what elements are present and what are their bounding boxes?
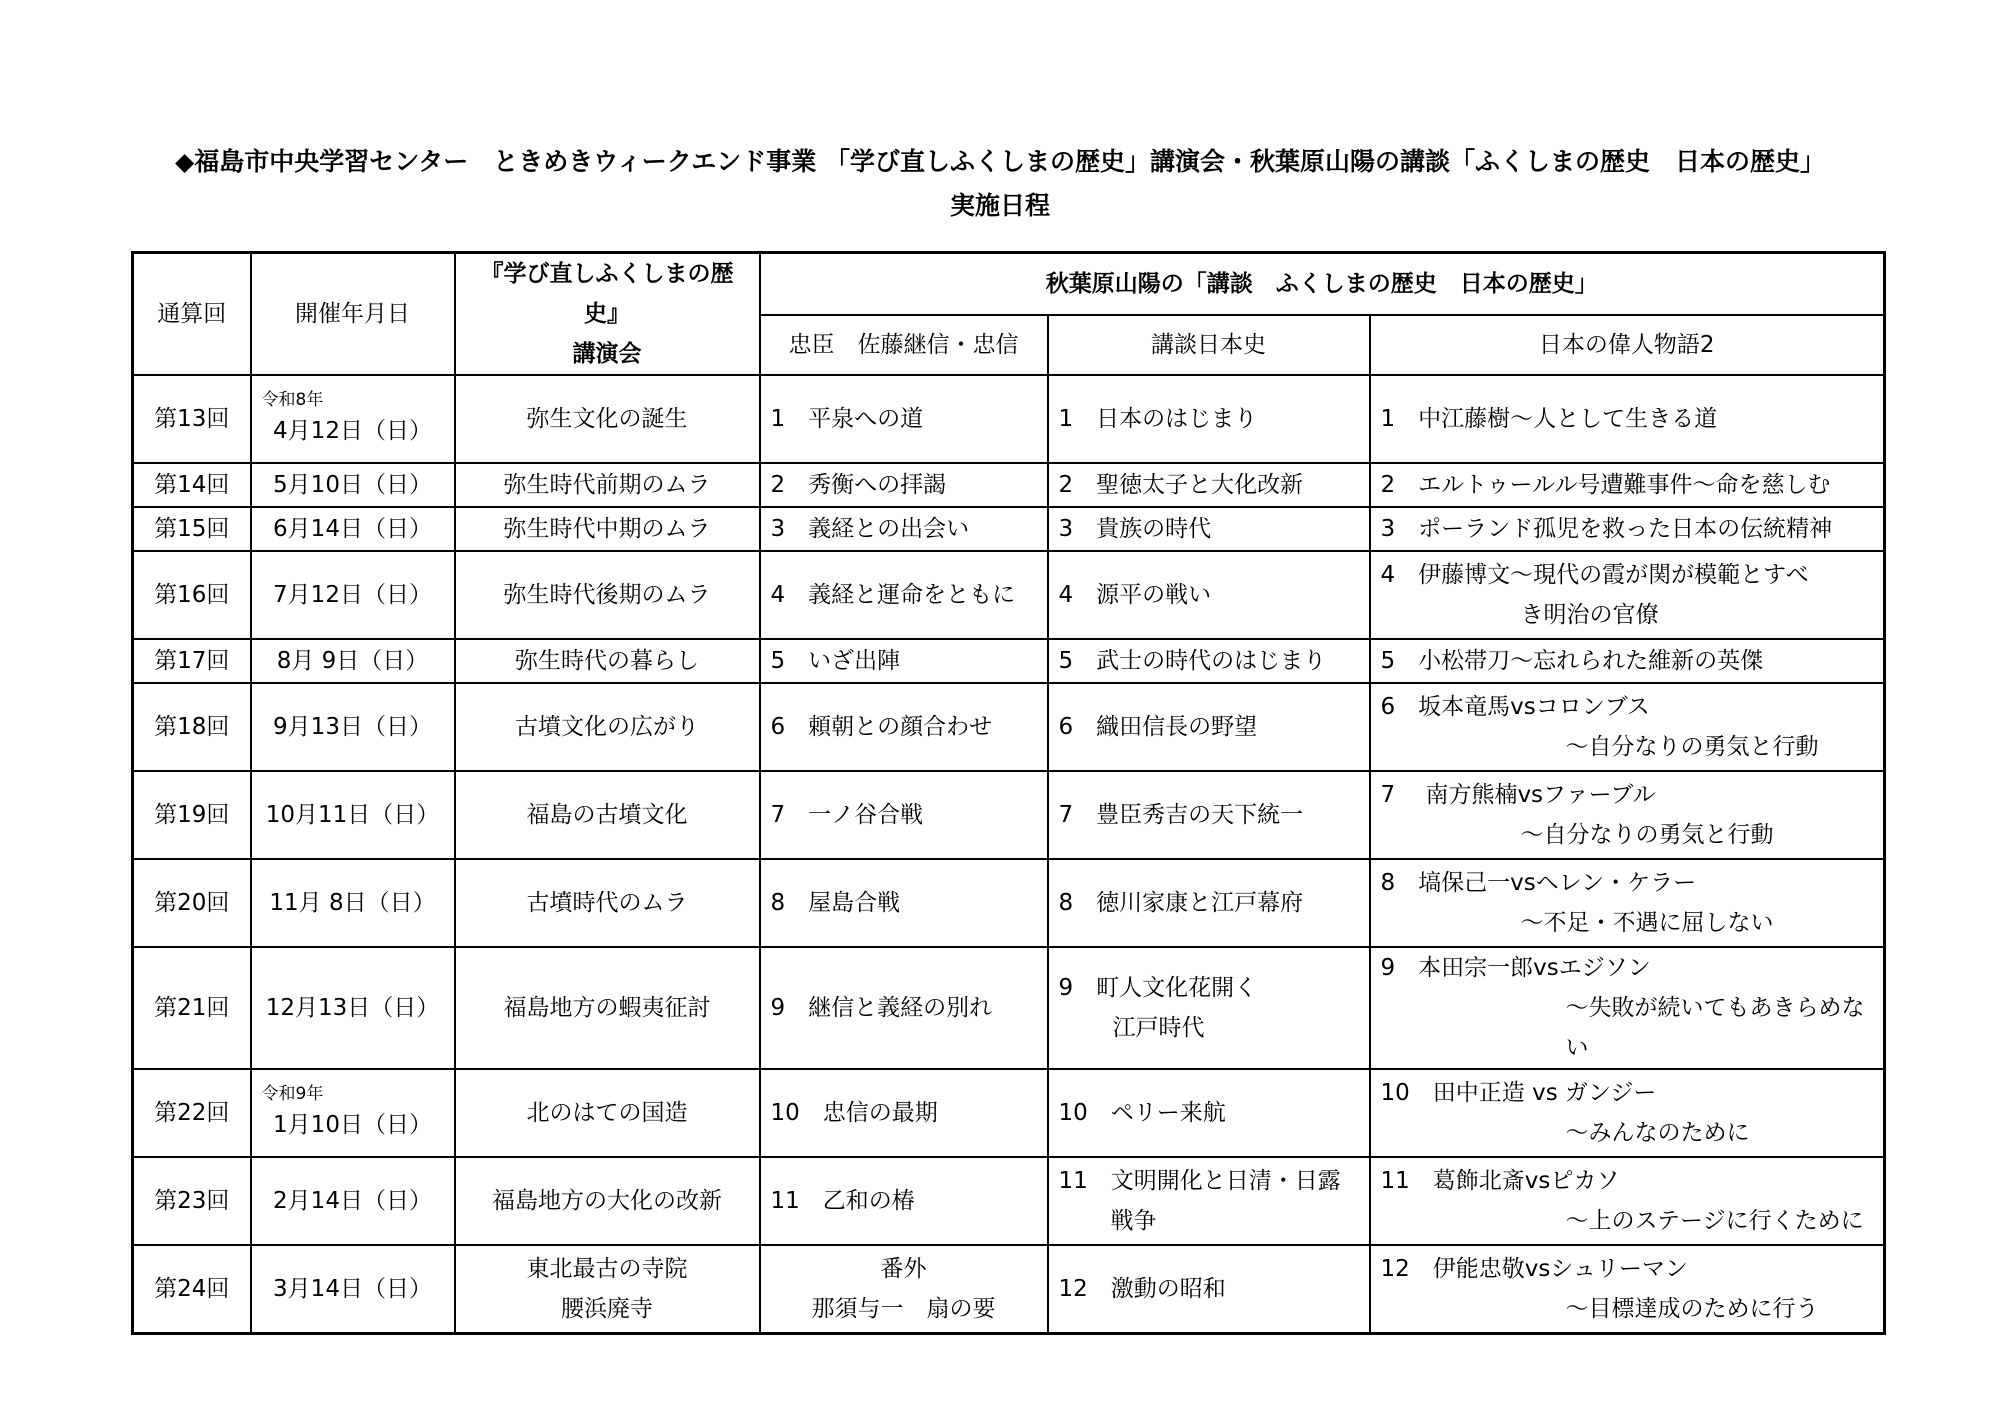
ijin-line1: 9 本田宗一郎vsエジソン <box>1380 955 1651 981</box>
round-cell: 第17回 <box>133 639 251 683</box>
sato-cell: 5 いざ出陣 <box>760 639 1048 683</box>
kodan-cell: 1 日本のはじまり <box>1048 375 1370 463</box>
lecture-line1: 東北最古の寺院 <box>526 1255 688 1282</box>
kodan-cell: 12 激動の昭和 <box>1048 1245 1370 1333</box>
ijin-line2: き明治の官僚 <box>1520 602 1659 628</box>
kodan-cell: 3 貴族の時代 <box>1048 507 1370 551</box>
ijin-cell <box>1370 1245 1885 1333</box>
sato-cell: 4 義経と運命をともに <box>760 551 1048 639</box>
round-cell: 第21回 <box>133 947 251 1069</box>
ijin-line2: ～失敗が続いてもあきらめない <box>1565 995 1865 1061</box>
era-label: 令和8年 <box>261 390 324 410</box>
kodan-line1: 9 町人文化花開く <box>1058 975 1258 1001</box>
ijin-cell <box>1370 859 1885 947</box>
date-cell <box>251 1069 455 1157</box>
header-lecture-line1: 『学び直しふくしまの歴史』 <box>480 261 734 327</box>
sato-cell: 2 秀衡への拝謁 <box>760 463 1048 507</box>
lecture-cell: 福島の古墳文化 <box>455 771 760 859</box>
lecture-cell: 古墳時代のムラ <box>455 859 760 947</box>
table-row <box>133 463 1885 507</box>
header-lecture-line2: 講演会 <box>572 341 642 367</box>
table-row <box>133 683 1885 771</box>
lecture-cell: 古墳文化の広がり <box>455 683 760 771</box>
header-kodan: 講談日本史 <box>1048 315 1370 375</box>
header-sato: 忠臣 佐藤継信・忠信 <box>760 315 1048 375</box>
sato-cell: 9 継信と義経の別れ <box>760 947 1048 1069</box>
ijin-cell <box>1370 683 1885 771</box>
kodan-cell: 10 ペリー来航 <box>1048 1069 1370 1157</box>
kodan-cell <box>1048 1157 1370 1245</box>
sato-cell <box>760 1245 1048 1333</box>
schedule-table <box>131 251 1886 1335</box>
table-row <box>133 1069 1885 1157</box>
date-cell: 10月11日（日） <box>251 771 455 859</box>
date-cell: 7月12日（日） <box>251 551 455 639</box>
sato-cell: 3 義経との出会い <box>760 507 1048 551</box>
table-row <box>133 1245 1885 1333</box>
table-row <box>133 551 1885 639</box>
ijin-line1: 8 塙保己一vsヘレン・ケラー <box>1380 870 1697 896</box>
kodan-cell: 4 源平の戦い <box>1048 551 1370 639</box>
date-text: 1月10日（日） <box>273 1112 432 1138</box>
round-cell: 第16回 <box>133 551 251 639</box>
header-date: 開催年月日 <box>251 253 455 376</box>
date-cell: 6月14日（日） <box>251 507 455 551</box>
ijin-cell <box>1370 771 1885 859</box>
kodan-line2: 江戸時代 <box>1112 1015 1205 1041</box>
ijin-line2: ～みんなのために <box>1565 1120 1750 1146</box>
date-cell: 11月 8日（日） <box>251 859 455 947</box>
ijin-line2: ～自分なりの勇気と行動 <box>1520 822 1774 848</box>
kodan-cell: 7 豊臣秀吉の天下統一 <box>1048 771 1370 859</box>
date-cell: 3月14日（日） <box>251 1245 455 1333</box>
round-cell: 第13回 <box>133 375 251 463</box>
lecture-cell: 弥生文化の誕生 <box>455 375 760 463</box>
header-round: 通算回 <box>133 253 251 376</box>
round-cell: 第20回 <box>133 859 251 947</box>
date-cell: 9月13日（日） <box>251 683 455 771</box>
kodan-cell: 2 聖徳太子と大化改新 <box>1048 463 1370 507</box>
ijin-cell <box>1370 551 1885 639</box>
date-cell: 12月13日（日） <box>251 947 455 1069</box>
ijin-line1: 12 伊能忠敬vsシュリーマン <box>1380 1255 1688 1282</box>
ijin-cell: 1 中江藤樹～人として生きる道 <box>1370 375 1885 463</box>
header-kodan-group: 秋葉原山陽の「講談 ふくしまの歴史 日本の歴史」 <box>760 253 1885 316</box>
ijin-line2: ～目標達成のために行う <box>1565 1295 1819 1322</box>
sato-line1: 番外 <box>880 1255 927 1282</box>
kodan-cell: 5 武士の時代のはじまり <box>1048 639 1370 683</box>
ijin-cell: 2 エルトゥールル号遭難事件～命を慈しむ <box>1370 463 1885 507</box>
lecture-cell: 弥生時代後期のムラ <box>455 551 760 639</box>
lecture-line2: 腰浜廃寺 <box>561 1295 653 1322</box>
lecture-cell: 北のはての国造 <box>455 1069 760 1157</box>
ijin-cell: 5 小松帯刀～忘れられた維新の英傑 <box>1370 639 1885 683</box>
ijin-line1: 10 田中正造 vs ガンジー <box>1380 1080 1657 1106</box>
kodan-cell: 6 織田信長の野望 <box>1048 683 1370 771</box>
sato-cell: 8 屋島合戦 <box>760 859 1048 947</box>
date-cell: 8月 9日（日） <box>251 639 455 683</box>
lecture-cell: 弥生時代中期のムラ <box>455 507 760 551</box>
table-row <box>133 507 1885 551</box>
round-cell: 第24回 <box>133 1245 251 1333</box>
round-cell: 第22回 <box>133 1069 251 1157</box>
sato-cell: 1 平泉への道 <box>760 375 1048 463</box>
sato-cell: 11 乙和の椿 <box>760 1157 1048 1245</box>
document-subtitle: 実施日程 <box>949 191 1050 220</box>
table-row <box>133 1157 1885 1245</box>
kodan-line1: 11 文明開化と日清・日露 <box>1058 1168 1341 1194</box>
header-lecture <box>455 253 760 376</box>
kodan-cell: 8 徳川家康と江戸幕府 <box>1048 859 1370 947</box>
ijin-cell <box>1370 947 1885 1069</box>
sato-cell: 6 頼朝との顔合わせ <box>760 683 1048 771</box>
lecture-cell <box>455 1245 760 1333</box>
table-row <box>133 771 1885 859</box>
document-title: ◆福島市中央学習センター ときめきウィークエンド事業 「学び直しふくしまの歴史」講演会・秋葉原山陽の講談「ふくしまの歴史 日本の歴史」 <box>175 147 1825 176</box>
round-cell: 第14回 <box>133 463 251 507</box>
ijin-line2: ～上のステージに行くために <box>1565 1208 1864 1234</box>
ijin-cell <box>1370 1157 1885 1245</box>
date-cell: 2月14日（日） <box>251 1157 455 1245</box>
ijin-line1: 11 葛飾北斎vsピカソ <box>1380 1168 1620 1194</box>
date-cell <box>251 375 455 463</box>
table-row <box>133 375 1885 463</box>
date-text: 4月12日（日） <box>273 418 432 444</box>
ijin-line1: 4 伊藤博文～現代の霞が関が模範とすべ <box>1380 562 1809 588</box>
ijin-cell: 3 ポーランド孤児を救った日本の伝統精神 <box>1370 507 1885 551</box>
ijin-line2: ～自分なりの勇気と行動 <box>1565 734 1819 760</box>
header-ijin: 日本の偉人物語2 <box>1370 315 1885 375</box>
sato-cell: 10 忠信の最期 <box>760 1069 1048 1157</box>
round-cell: 第19回 <box>133 771 251 859</box>
kodan-cell <box>1048 947 1370 1069</box>
lecture-cell: 福島地方の蝦夷征討 <box>455 947 760 1069</box>
ijin-line2: ～不足・不遇に屈しない <box>1520 910 1774 936</box>
lecture-cell: 弥生時代前期のムラ <box>455 463 760 507</box>
table-row <box>133 947 1885 1069</box>
sato-cell: 7 一ノ谷合戦 <box>760 771 1048 859</box>
ijin-line1: 7 南方熊楠vsファーブル <box>1380 782 1656 808</box>
round-cell: 第15回 <box>133 507 251 551</box>
ijin-cell <box>1370 1069 1885 1157</box>
table-row <box>133 639 1885 683</box>
sato-line2: 那須与一 扇の要 <box>811 1295 996 1322</box>
ijin-line1: 6 坂本竜馬vsコロンブス <box>1380 694 1650 720</box>
round-cell: 第18回 <box>133 683 251 771</box>
lecture-cell: 福島地方の大化の改新 <box>455 1157 760 1245</box>
table-row <box>133 859 1885 947</box>
era-label: 令和9年 <box>261 1084 324 1104</box>
date-cell: 5月10日（日） <box>251 463 455 507</box>
round-cell: 第23回 <box>133 1157 251 1245</box>
kodan-line2: 戦争 <box>1110 1208 1157 1234</box>
lecture-cell: 弥生時代の暮らし <box>455 639 760 683</box>
